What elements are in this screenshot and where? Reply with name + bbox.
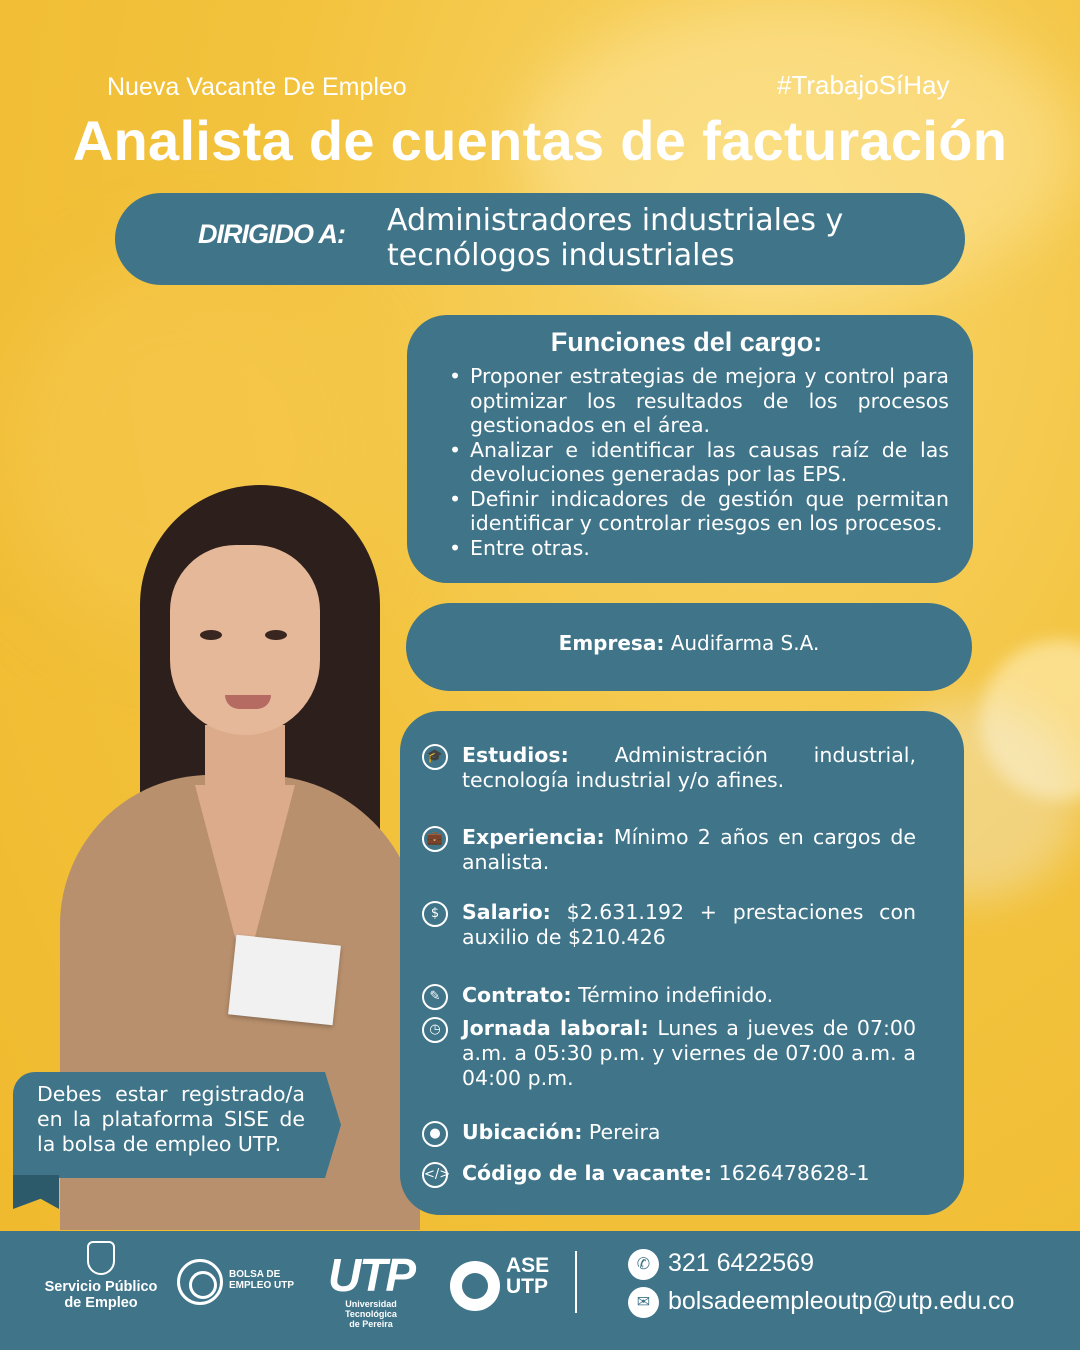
email-contact[interactable]: ✉ bolsadeempleoutp@utp.edu.co	[628, 1287, 1014, 1316]
funciones-card	[407, 315, 973, 583]
ase-utp-logo: ASE UTP	[450, 1253, 550, 1319]
details-card	[400, 711, 964, 1215]
detail-codigo: </> Código de la vacante: 1626478628-1	[422, 1161, 916, 1186]
empresa-label: Empresa:	[558, 631, 665, 655]
coat-of-arms-icon	[87, 1241, 115, 1275]
detail-experiencia: 💼 Experiencia: Mínimo 2 años en cargos de analista.	[422, 825, 916, 875]
funciones-title: Funciones del cargo:	[550, 327, 823, 357]
phone-contact[interactable]: ✆ 321 6422569	[628, 1249, 814, 1278]
list-item: • Proponer estrategias de mejora y control para optimizar los resultados de los procesos gestionados en el área.	[449, 364, 949, 438]
circle-logo-icon	[450, 1261, 500, 1311]
name-badge	[228, 935, 341, 1026]
phone-icon: ✆	[628, 1249, 659, 1280]
clock-icon: ◷	[422, 1017, 448, 1043]
list-item: • Definir indicadores de gestión que permitan identificar y controlar riesgos en los procesos.	[449, 487, 949, 536]
contract-icon: ✎	[422, 984, 448, 1010]
briefcase-icon: 💼	[422, 826, 448, 852]
dirigido-value: Administradores industriales y tecnólogos industriales	[387, 203, 844, 273]
footer-divider	[575, 1251, 577, 1313]
concentric-rings-icon	[177, 1259, 223, 1305]
detail-estudios: 🎓 Estudios: Administración industrial, tecnología industrial y/o afines.	[422, 743, 916, 793]
hashtag: #TrabajoSíHay	[777, 70, 950, 100]
detail-salario: $ Salario: $2.631.192 + prestaciones con auxilio de $210.426	[422, 900, 916, 950]
envelope-icon: ✉	[628, 1287, 659, 1318]
graduation-cap-icon: 🎓	[422, 744, 448, 770]
footer	[0, 1231, 1080, 1350]
detail-jornada: ◷ Jornada laboral: Lunes a jueves de 07:00 a.m. a 05:30 p.m. y viernes de 07:00 a.m. a 04:00 p.m.	[422, 1016, 916, 1091]
dirigido-label: DIRIGIDO A:	[198, 219, 345, 249]
registration-note: Debes estar registrado/a en la plataforma SISE de la bolsa de empleo UTP.	[13, 1072, 325, 1178]
list-item: • Analizar e identificar las causas raíz de las devoluciones generadas por las EPS.	[449, 438, 949, 487]
servicio-publico-logo: Servicio Público de Empleo	[38, 1241, 164, 1311]
list-item: • Entre otras.	[449, 536, 949, 561]
dirigido-pill	[115, 193, 965, 285]
utp-logo: UTP Universidad Tecnológica de Pereira	[328, 1249, 414, 1329]
page-title: Analista de cuentas de facturación	[72, 109, 1008, 172]
money-bag-icon: $	[422, 901, 448, 927]
code-icon: </>	[422, 1162, 448, 1188]
detail-ubicacion: ● Ubicación: Pereira	[422, 1120, 916, 1145]
detail-contrato: ✎ Contrato: Término indefinido.	[422, 983, 916, 1008]
funciones-list	[449, 364, 949, 560]
subtitle: Nueva Vacante De Empleo	[107, 73, 407, 101]
empresa-value: Audifarma S.A.	[670, 631, 820, 655]
location-pin-icon: ●	[422, 1121, 448, 1147]
bolsa-empleo-logo: BOLSA DE EMPLEO UTP	[177, 1259, 307, 1309]
empresa-pill	[406, 603, 972, 691]
